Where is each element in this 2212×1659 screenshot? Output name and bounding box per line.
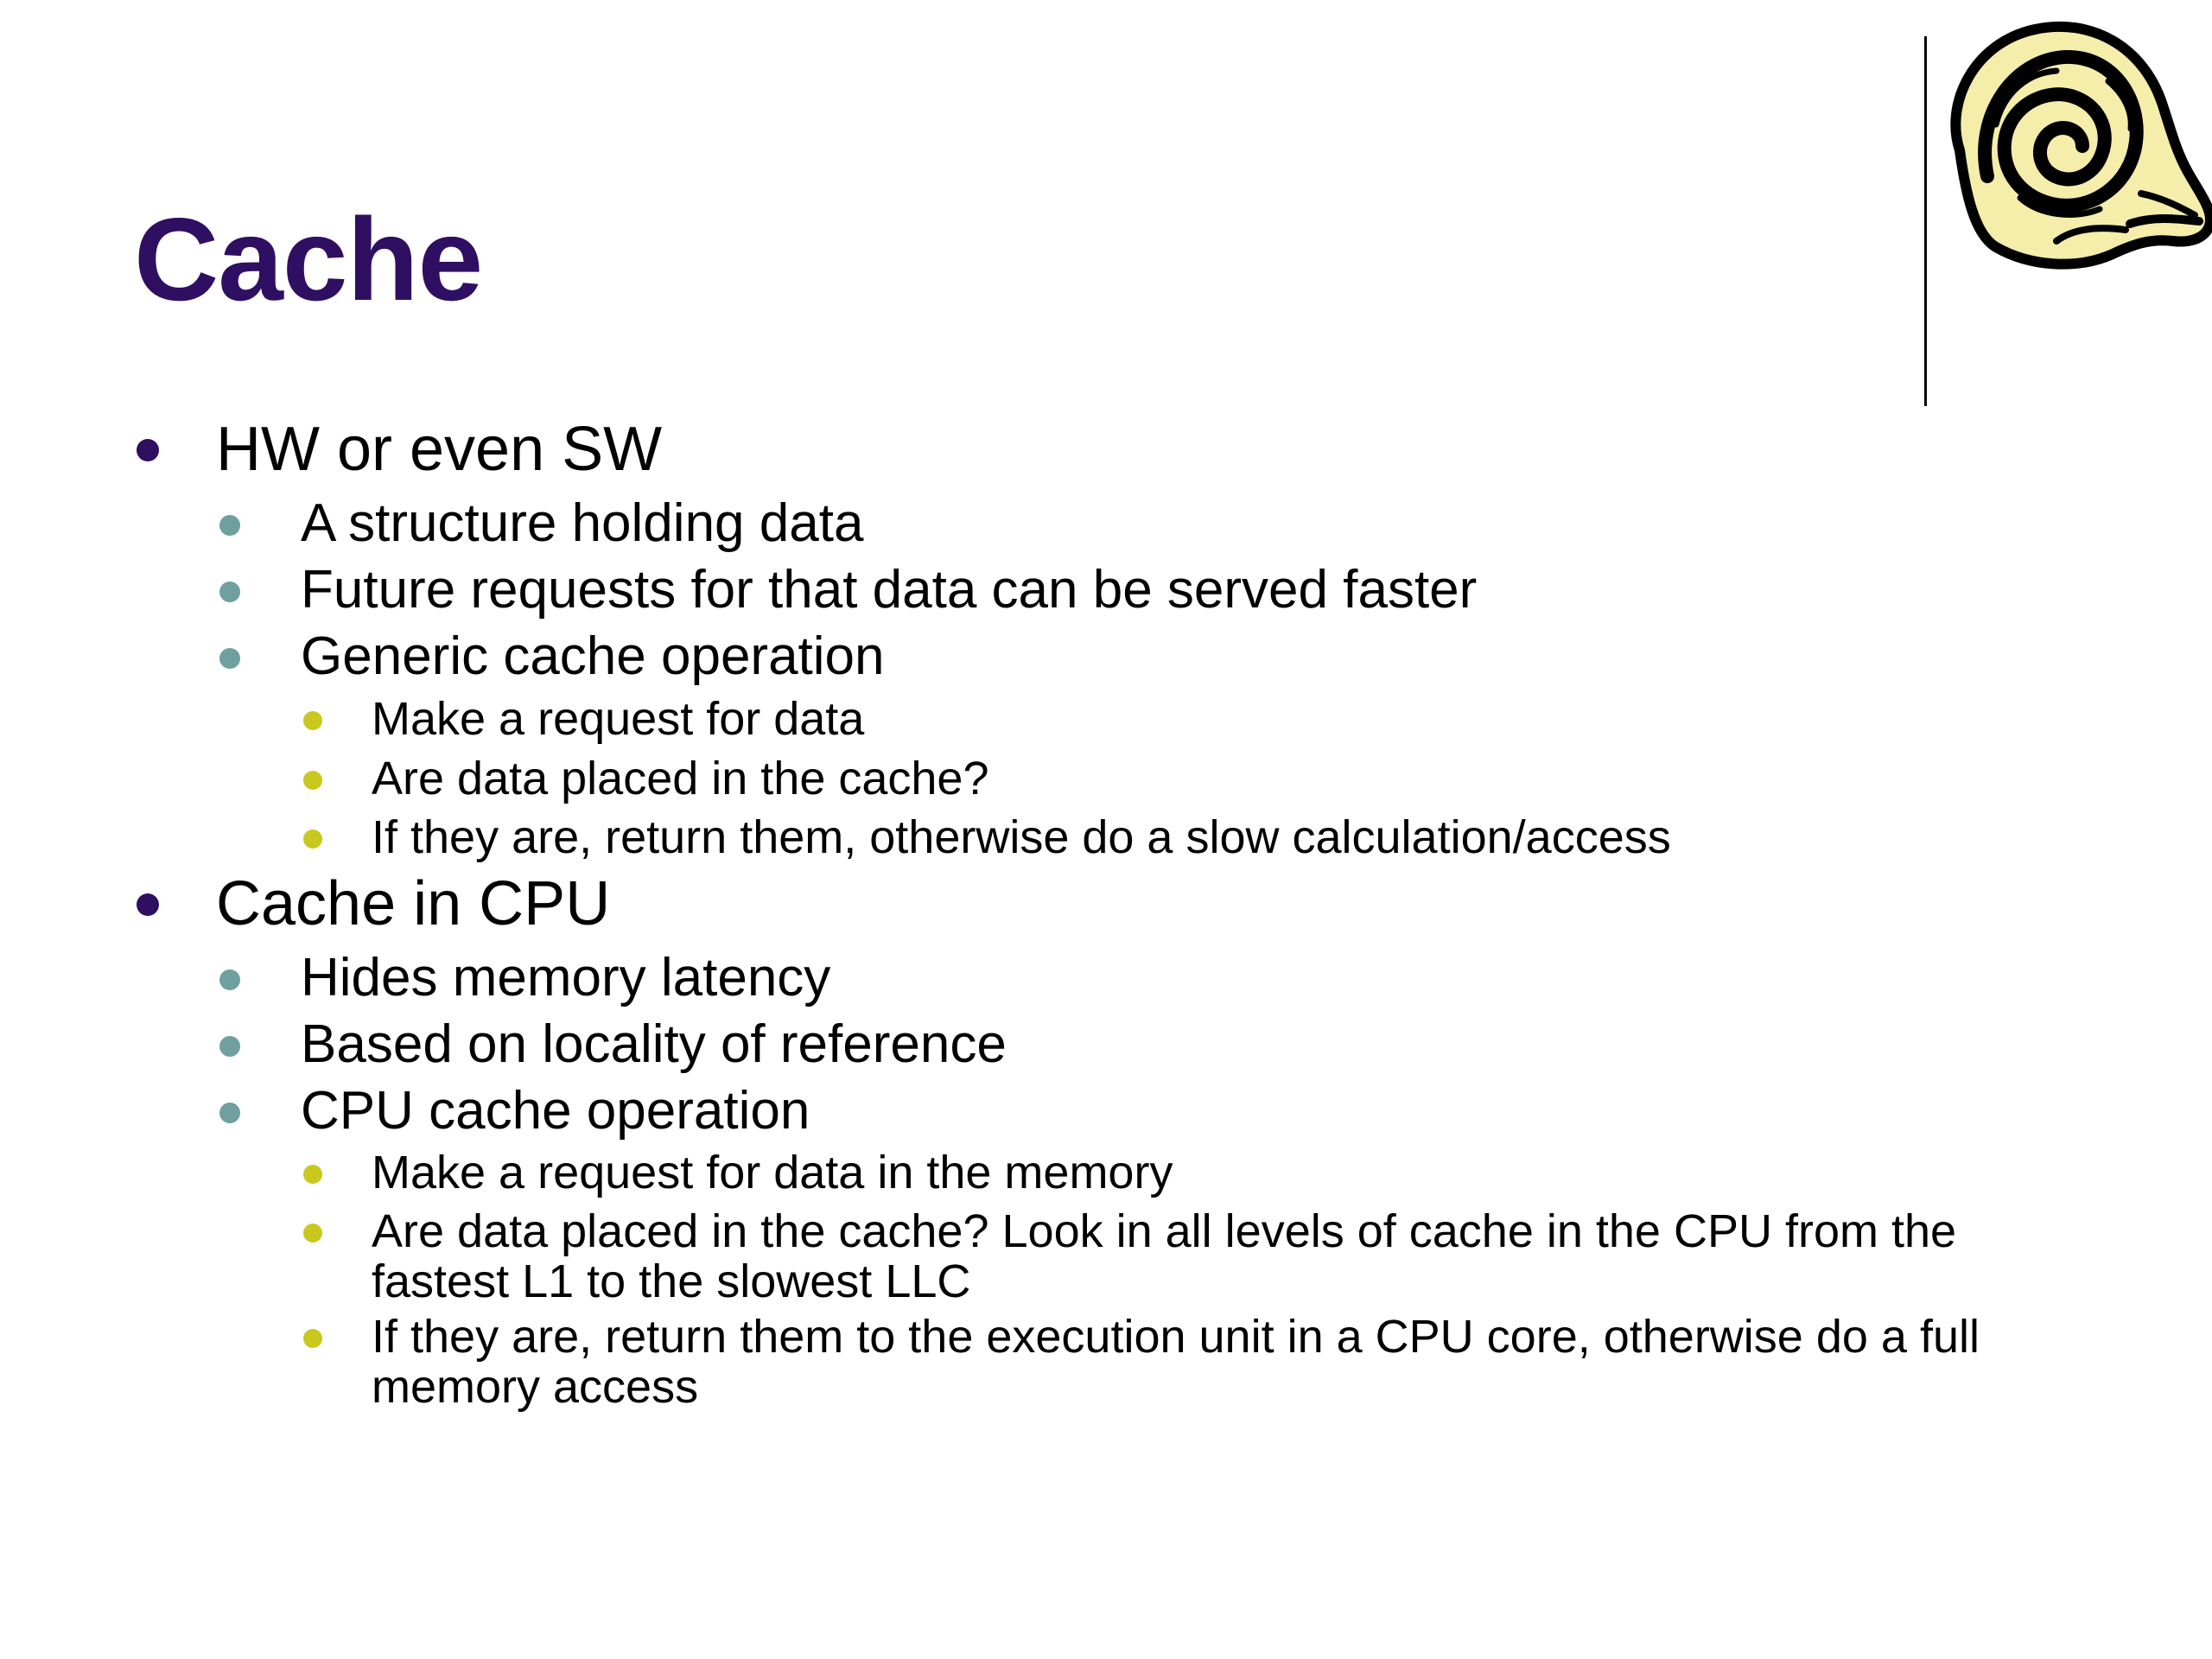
vertical-divider — [1924, 36, 1927, 406]
bullet-text: A structure holding data — [301, 493, 864, 553]
bullet-item — [216, 868, 610, 940]
bullet-text: CPU cache operation — [301, 1081, 810, 1141]
spiral-shell-clipart-icon — [1936, 21, 2212, 271]
bullet-item — [301, 1080, 810, 1142]
bullet-item — [372, 1147, 1173, 1198]
bullet-item — [372, 1312, 2100, 1412]
bullet-dot — [219, 582, 240, 602]
bullet-item — [372, 694, 864, 744]
bullet-item — [216, 413, 662, 486]
bullet-dot — [303, 1165, 322, 1184]
bullet-dot — [219, 1036, 240, 1057]
bullet-item — [301, 493, 863, 555]
slide-title: Cache — [134, 194, 483, 325]
bullet-dot — [137, 893, 159, 916]
bullet-text: HW or even SW — [216, 415, 663, 484]
bullet-text: If they are, return them, otherwise do a slow calculation/access — [372, 811, 1671, 863]
bullet-item — [372, 1206, 2100, 1306]
bullet-dot — [303, 1224, 322, 1243]
bullet-dot — [219, 1103, 240, 1123]
bullet-text: Make a request for data — [372, 693, 865, 745]
bullet-dot — [303, 830, 322, 849]
bullet-dot — [303, 771, 322, 790]
bullet-dot — [303, 1329, 322, 1348]
bullet-item — [372, 753, 989, 804]
logo-shell-body — [1955, 27, 2210, 264]
bullet-text: Hides memory latency — [301, 948, 831, 1007]
bullet-dot — [137, 439, 159, 461]
bullet-text: Are data placed in the cache? Look in all levels of cache in the CPU from the fastest L1 to the slowest LLC — [372, 1205, 1957, 1307]
bullet-text: If they are, return them to the execution unit in a CPU core, otherwise do a full memory access — [372, 1311, 1980, 1413]
bullet-dot — [219, 515, 240, 536]
bullet-text: Based on locality of reference — [301, 1014, 1007, 1074]
bullet-text: Cache in CPU — [216, 869, 611, 938]
bullet-item — [372, 812, 1671, 862]
bullet-item — [301, 559, 1477, 621]
bullet-item — [301, 626, 885, 688]
bullet-text: Make a request for data in the memory — [372, 1147, 1173, 1198]
bullet-dot — [219, 969, 240, 990]
bullet-text: Future requests for that data can be served faster — [301, 560, 1478, 620]
bullet-item — [301, 947, 830, 1009]
bullet-text: Are data placed in the cache? — [372, 753, 989, 804]
bullet-text: Generic cache operation — [301, 626, 885, 686]
bullet-dot — [303, 711, 322, 730]
bullet-dot — [219, 648, 240, 669]
bullet-item — [301, 1014, 1007, 1076]
